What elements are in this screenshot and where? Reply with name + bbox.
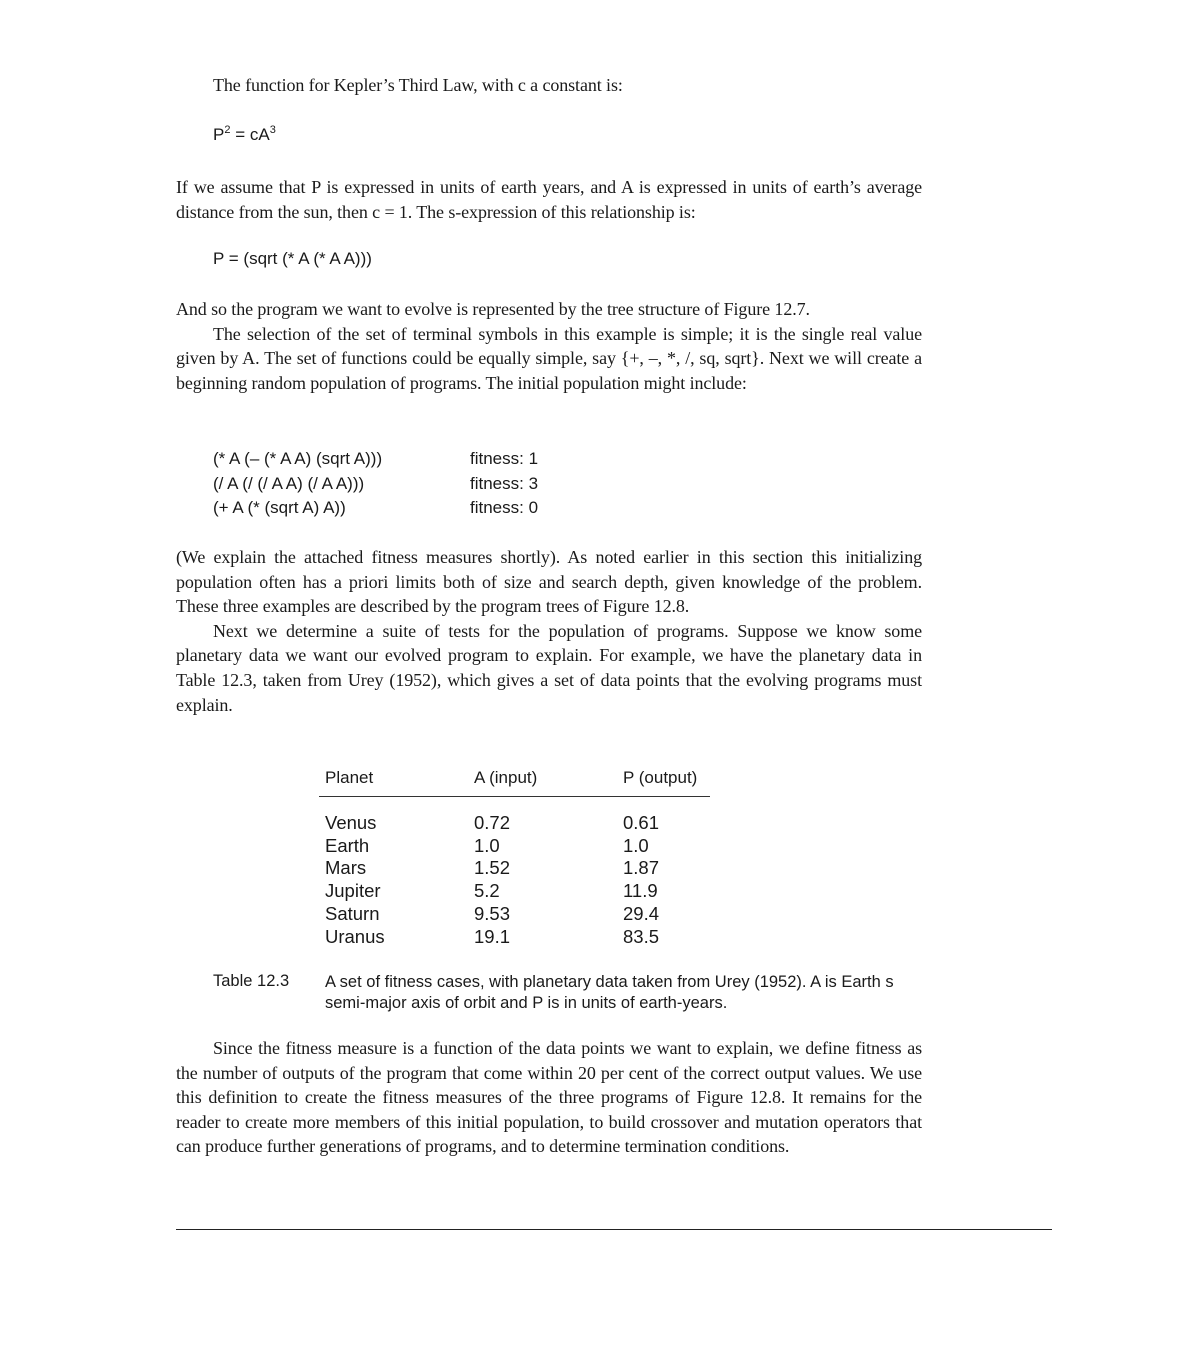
planet-a-value: 1.52 (474, 857, 511, 879)
paragraph-since (176, 1036, 922, 1159)
population-expression: (* A (– (* A A) (sqrt A))) (213, 449, 383, 468)
planet-table-body (325, 812, 659, 948)
planet-p-value: 1.87 (623, 857, 660, 879)
population-row (213, 447, 538, 472)
population-fitness: fitness: 3 (470, 473, 539, 493)
planet-p-value: 29.4 (623, 902, 660, 924)
table-row (325, 835, 659, 858)
header-a-input: A (input) (474, 768, 538, 787)
footer-rule (176, 1229, 1052, 1230)
population-expression: (/ A (/ (/ A A) (/ A A))) (213, 473, 365, 493)
planet-a-value: 1.0 (474, 834, 500, 856)
table-caption-label: Table 12.3 (213, 972, 290, 990)
planet-a-value: 0.72 (474, 812, 511, 833)
table-row (325, 880, 659, 903)
formula-middle: = cA (230, 125, 270, 144)
s-expression: P = (sqrt (* A (* A A))) (213, 249, 372, 268)
paragraph-next: Next we determine a suite of tests for the population of programs. Suppose we know some planetary data we want our evolved program to explain. For example, we have the planetary data in Table 12.3, taken from Urey (1952), which gives a set of data points that the evolving programs must explain. (176, 620, 922, 715)
table-row (325, 926, 659, 949)
paragraph-since-text: Since the fitness measure is a function of the data points we want to explain, we define fitness as the number of outputs of the program that come within 20 per cent of the correct output values. We use this definition to create the fitness measures of the three programs of Figure 12.8. It remains for the reader to create more members of this initial population, to build crossover and mutation operators that can produce further generations of programs, and to determine termination conditions. (176, 1038, 922, 1157)
paragraph-we-explain: (We explain the attached fitness measures shortly). As noted earlier in this section this initializing population often has a priori limits both of size and search depth, given knowledge of the problem. These three examples are described by the program trees of Figure 12.8. (176, 547, 922, 617)
header-p-output: P (output) (623, 768, 698, 787)
formula-rhs-exponent: 3 (269, 124, 276, 136)
population-row (213, 496, 538, 521)
population-fitness: fitness: 0 (470, 498, 539, 517)
planet-a-value: 9.53 (474, 902, 511, 924)
population-fitness: fitness: 1 (470, 449, 539, 468)
paragraph-assume-text: If we assume that P is expressed in units of earth years, and A is expressed in units of earth’s average distance from the sun, then c = 1. The s-expression of this relationship is: (176, 177, 922, 222)
paragraph-assume (176, 175, 922, 224)
planet-p-value: 0.61 (623, 812, 660, 833)
planet-name: Mars (325, 857, 367, 879)
planet-p-value: 1.0 (623, 834, 649, 856)
planet-p-value: 11.9 (623, 880, 658, 902)
planet-table-header (319, 766, 710, 797)
intro-line: The function for Kepler’s Third Law, with c a constant is: (213, 75, 623, 95)
initial-population-list (213, 447, 538, 521)
planet-name: Uranus (325, 925, 385, 947)
paragraph-block-explain (176, 545, 922, 717)
population-expression: (+ A (* (sqrt A) A)) (213, 498, 346, 517)
planet-name: Jupiter (325, 880, 381, 902)
table-row (325, 812, 659, 835)
planet-p-value: 83.5 (623, 925, 660, 947)
planet-a-value: 5.2 (474, 880, 500, 902)
table-caption-text: A set of fitness cases, with planetary data taken from Urey (1952). A is Earth s semi-major axis of orbit and P is in units of earth-years. (325, 973, 894, 1012)
population-row (213, 472, 538, 497)
formula-lhs-exponent: 2 (224, 124, 231, 136)
table-row (325, 857, 659, 880)
planet-name: Venus (325, 812, 377, 833)
formula-lhs-base: P (213, 125, 225, 144)
header-planet: Planet (325, 768, 374, 787)
paragraph-block-selection (176, 297, 922, 395)
table-row (325, 903, 659, 926)
planet-name: Earth (325, 834, 370, 856)
kepler-formula (213, 125, 276, 145)
planet-name: Saturn (325, 902, 380, 924)
planet-a-value: 19.1 (474, 925, 511, 947)
paragraph-and: And so the program we want to evolve is represented by the tree structure of Figure 12.7. (176, 299, 810, 319)
paragraph-selection: The selection of the set of terminal symbols in this example is simple; it is the single real value given by A. The set of functions could be equally simple, say {+, –, *, /, sq, sqrt}. Next we will create a beginning random population of programs. The initial population might include: (176, 323, 922, 393)
